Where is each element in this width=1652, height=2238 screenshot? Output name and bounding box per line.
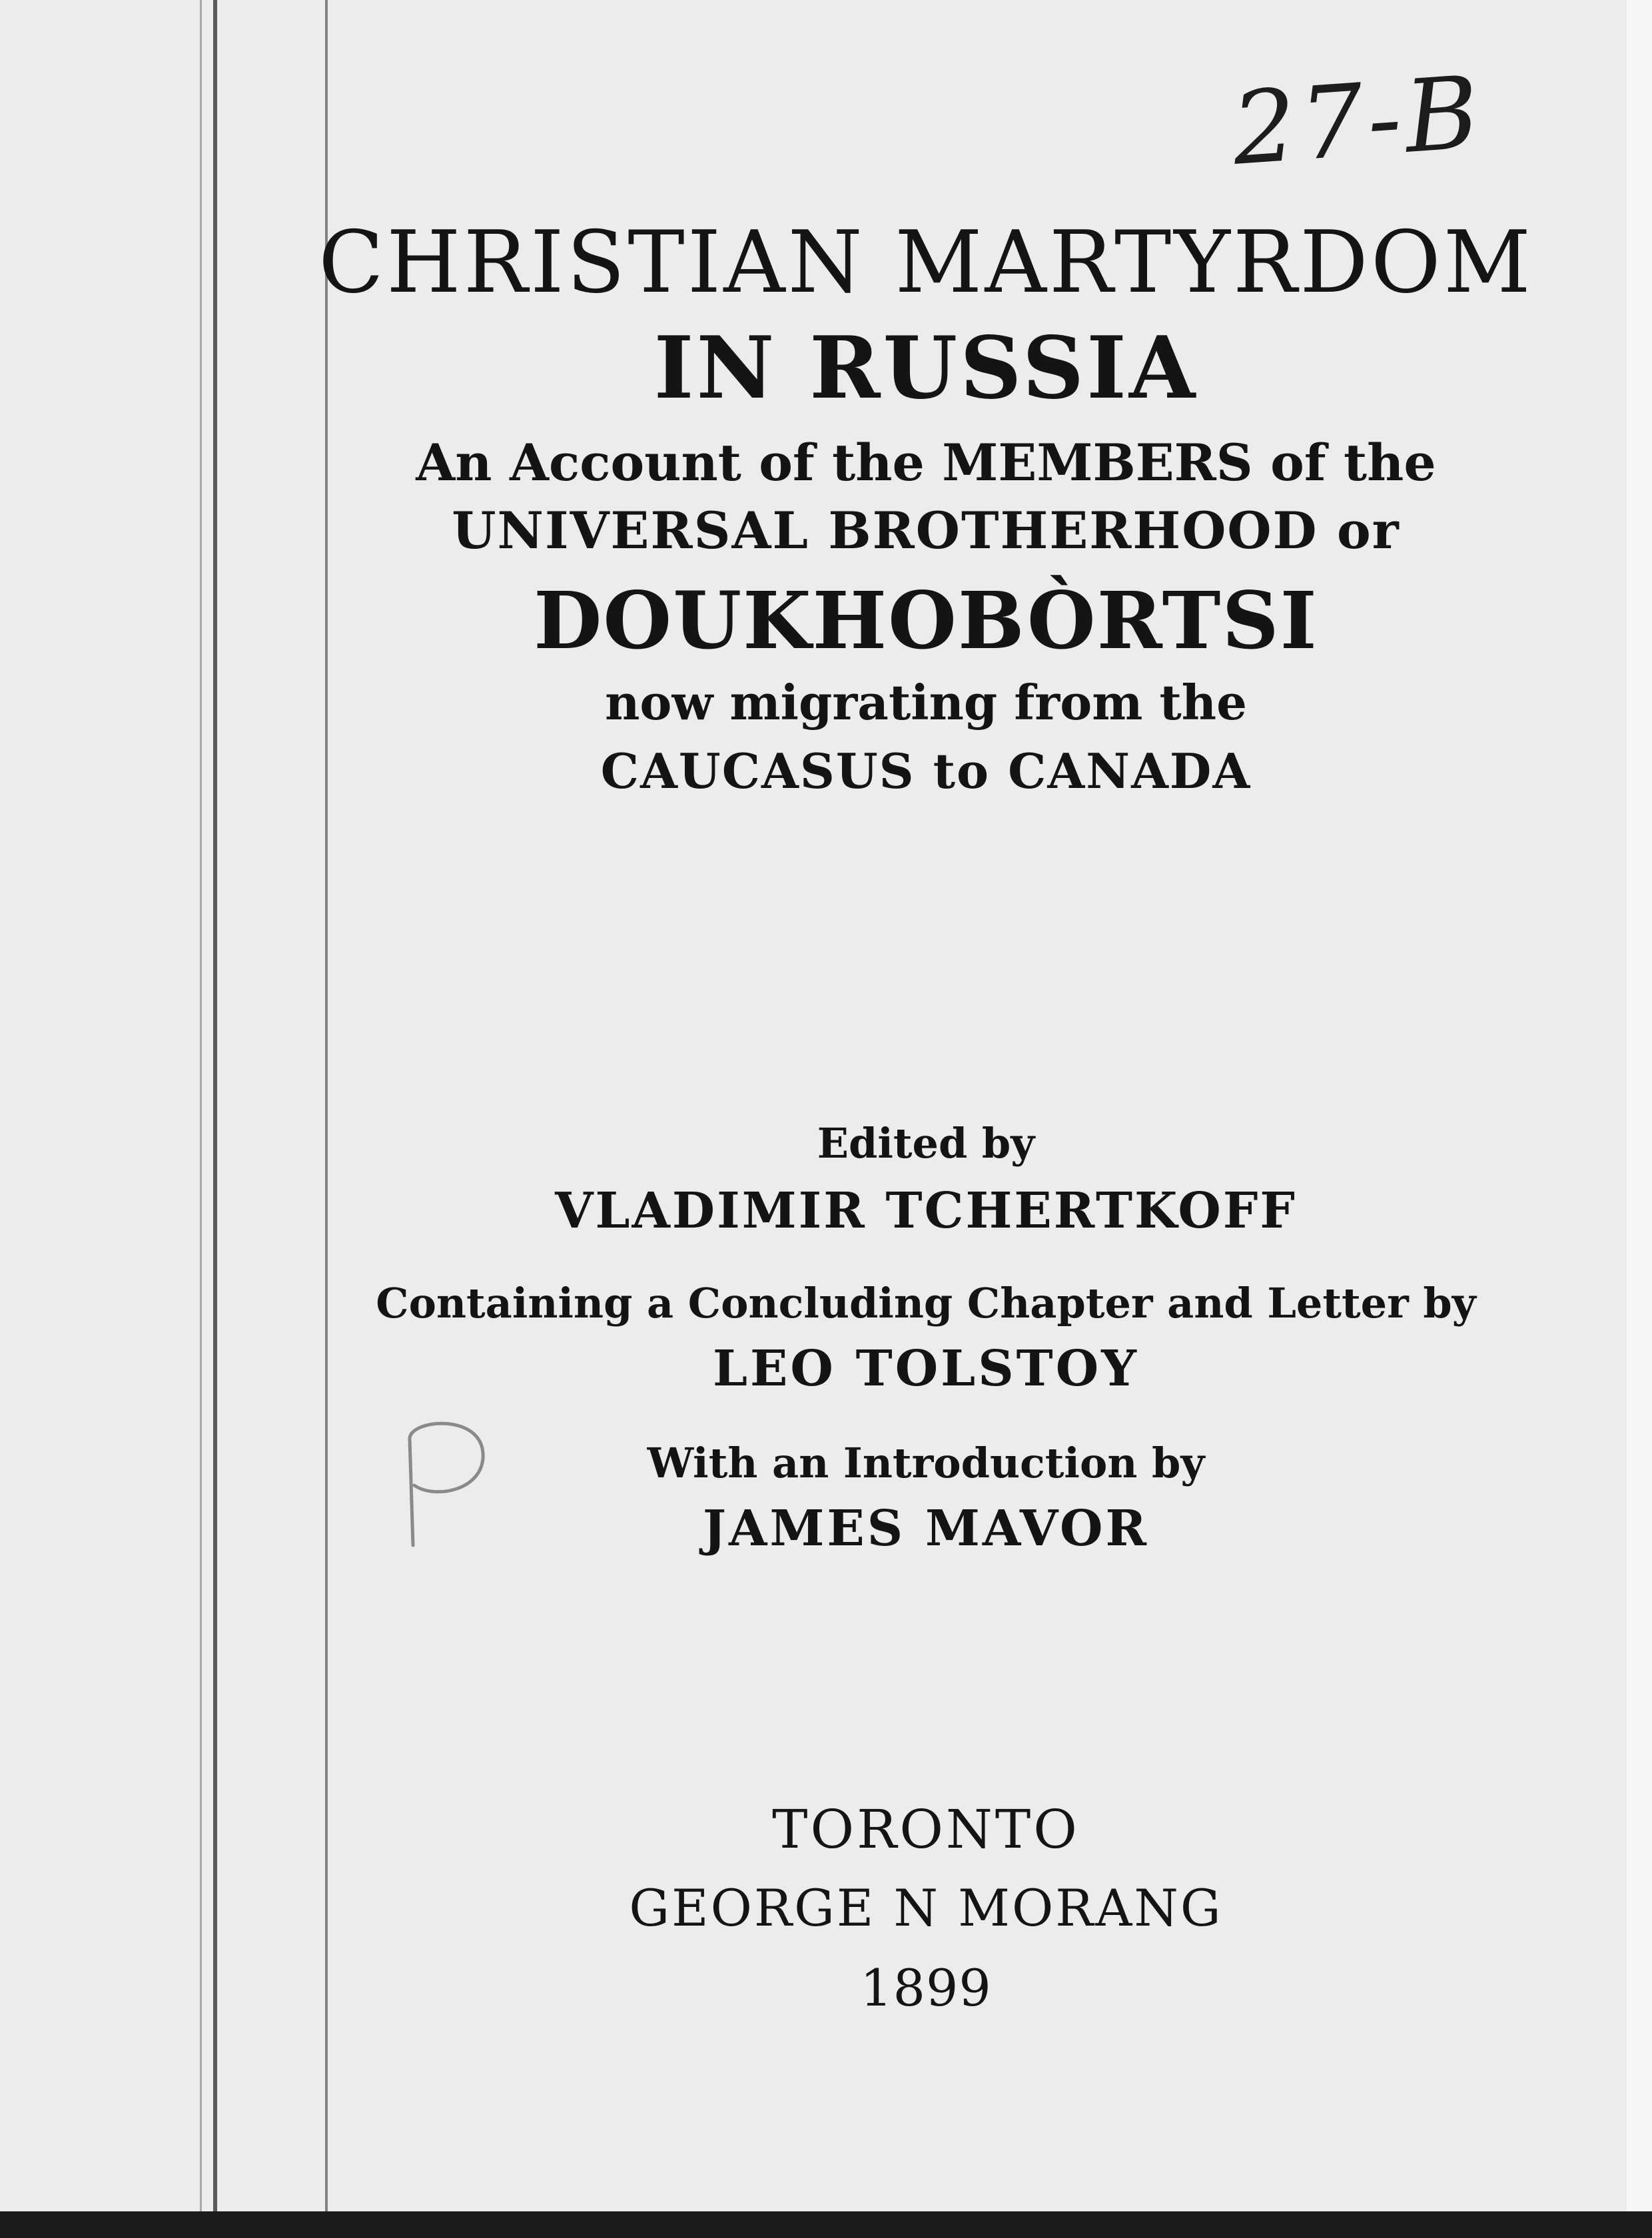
contributor-name: LEO TOLSTOY (712, 1340, 1139, 1397)
imprint-city: TORONTO (772, 1798, 1080, 1860)
subtitle-line-1: An Account of the MEMBERS of the (416, 433, 1436, 492)
introduction-label: With an Introduction by (647, 1439, 1205, 1487)
imprint-publisher: GEORGE N MORANG (629, 1878, 1223, 1938)
containing-label: Containing a Concluding Chapter and Letter by (376, 1279, 1476, 1327)
title-line-1: CHRISTIAN MARTYRDOM (318, 213, 1533, 312)
imprint-year: 1899 (860, 1958, 992, 2018)
editor-name: VLADIMIR TCHERTKOFF (555, 1182, 1297, 1240)
subtitle-line-2: UNIVERSAL BROTHERHOOD or (452, 501, 1400, 560)
subtitle-line-4: now migrating from the (605, 674, 1247, 731)
bottom-scan-edge (0, 2211, 1652, 2238)
edited-by-label: Edited by (817, 1119, 1035, 1168)
subtitle-line-3: DOUKHOBÒRTSI (534, 574, 1318, 667)
subtitle-line-5: CAUCASUS to CANADA (600, 743, 1252, 799)
introducer-name: JAMES MAVOR (703, 1500, 1149, 1557)
title-line-2: IN RUSSIA (653, 318, 1198, 418)
handwritten-shelf-mark: 27-B (1228, 55, 1487, 188)
